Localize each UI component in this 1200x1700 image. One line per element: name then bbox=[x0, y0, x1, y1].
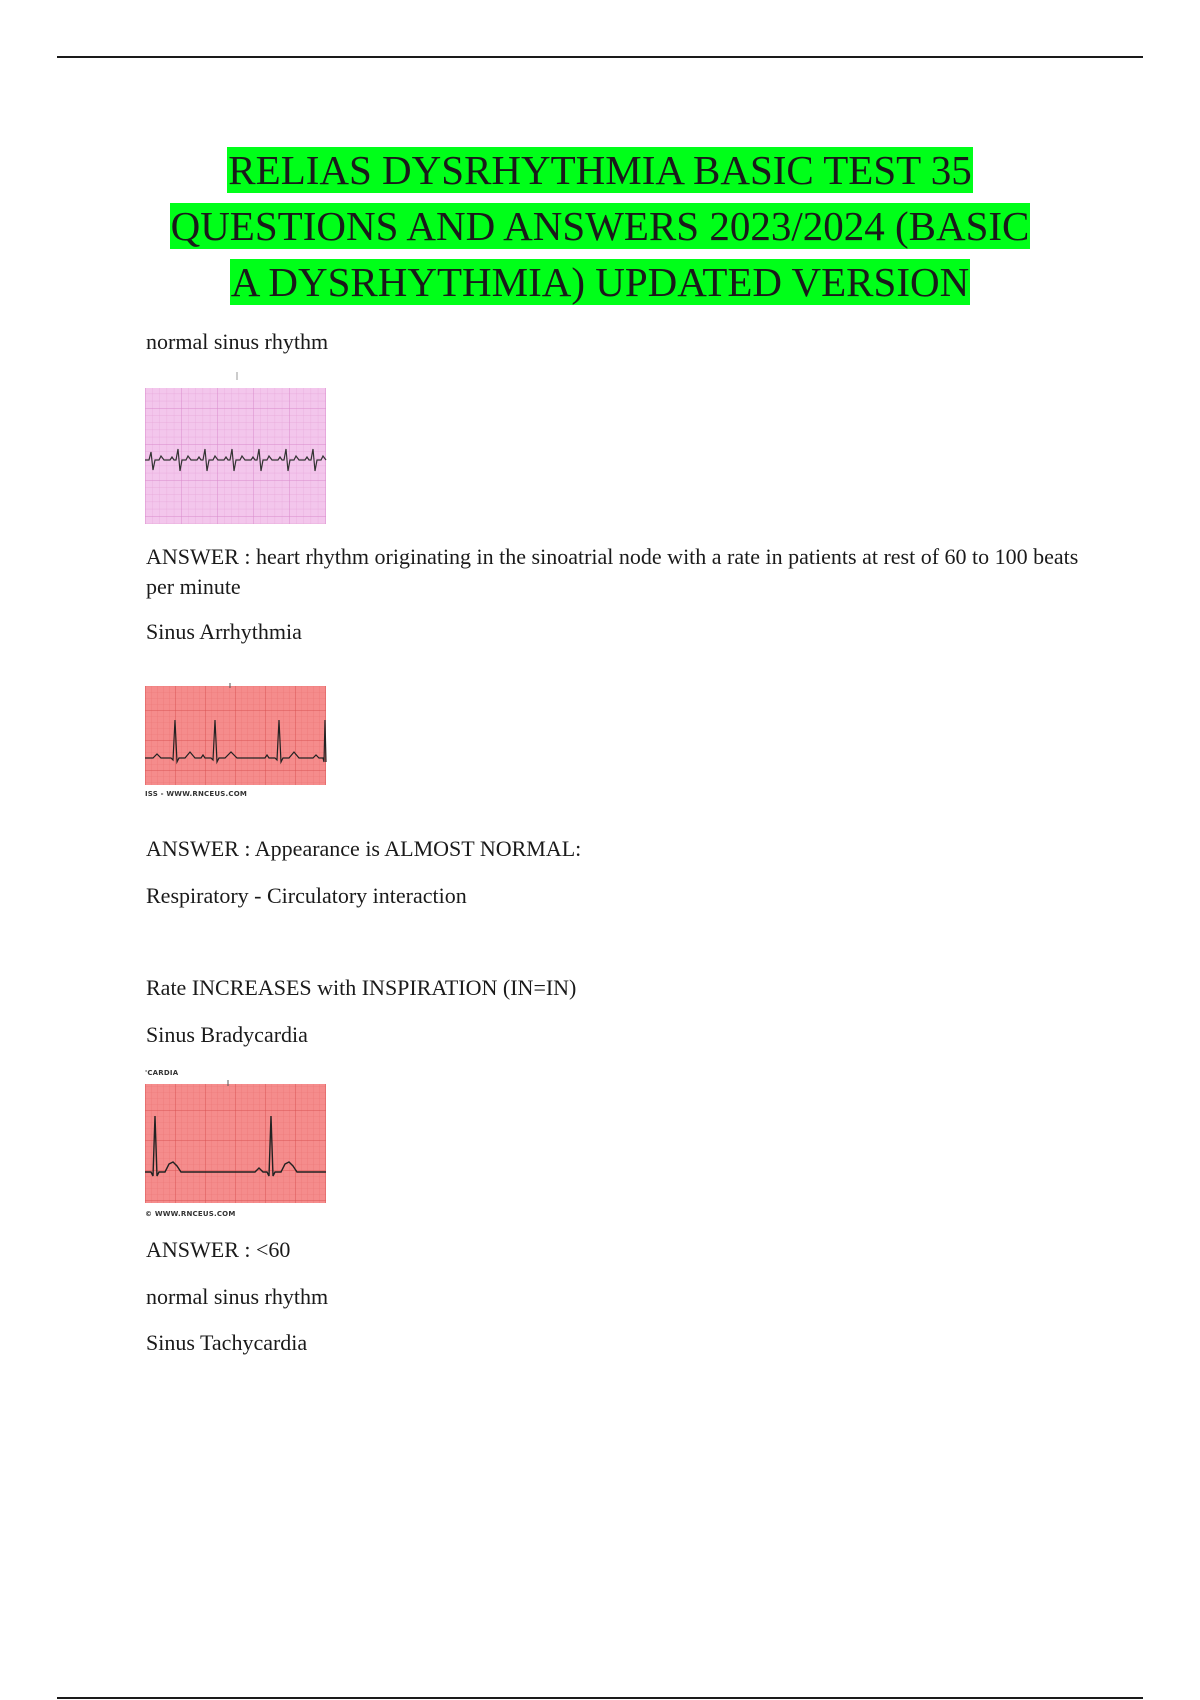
image-caption: 'CARDIA bbox=[145, 1069, 179, 1077]
image-watermark: © WWW.RNCEUS.COM bbox=[145, 1210, 236, 1218]
question-label: Sinus Tachycardia bbox=[146, 1330, 308, 1355]
title-line-3: A DYSRHYTHMIA) UPDATED VERSION bbox=[230, 259, 970, 305]
question-label: normal sinus rhythm bbox=[146, 329, 329, 354]
answer-text: ANSWER : <60 bbox=[146, 1237, 291, 1262]
question-label: normal sinus rhythm bbox=[146, 1284, 329, 1309]
document-title bbox=[120, 142, 1080, 310]
ecg-strip-normal-sinus-rhythm bbox=[145, 372, 329, 526]
bottom-rule bbox=[57, 1697, 1143, 1699]
ecg-strip-sinus-arrhythmia bbox=[145, 680, 329, 798]
question-label: Sinus Arrhythmia bbox=[146, 619, 302, 644]
body-text: Rate INCREASES with INSPIRATION (IN=IN) bbox=[146, 975, 577, 1000]
title-line-1: RELIAS DYSRHYTHMIA BASIC TEST 35 bbox=[228, 147, 972, 193]
title-line-2: QUESTIONS AND ANSWERS 2023/2024 (BASIC bbox=[170, 203, 1030, 249]
image-watermark: ISS - WWW.RNCEUS.COM bbox=[145, 790, 248, 798]
ecg-image bbox=[145, 372, 329, 526]
answer-text: ANSWER : Appearance is ALMOST NORMAL: bbox=[146, 836, 582, 861]
ecg-image bbox=[145, 1080, 329, 1220]
ecg-image bbox=[145, 680, 329, 792]
answer-text: ANSWER : heart rhythm originating in the sinoatrial node with a rate in patients at rest of 60 to 100 beats per minute bbox=[146, 544, 1079, 599]
top-rule bbox=[57, 56, 1143, 58]
body-text: Respiratory - Circulatory interaction bbox=[146, 883, 467, 908]
question-label: Sinus Bradycardia bbox=[146, 1022, 308, 1047]
